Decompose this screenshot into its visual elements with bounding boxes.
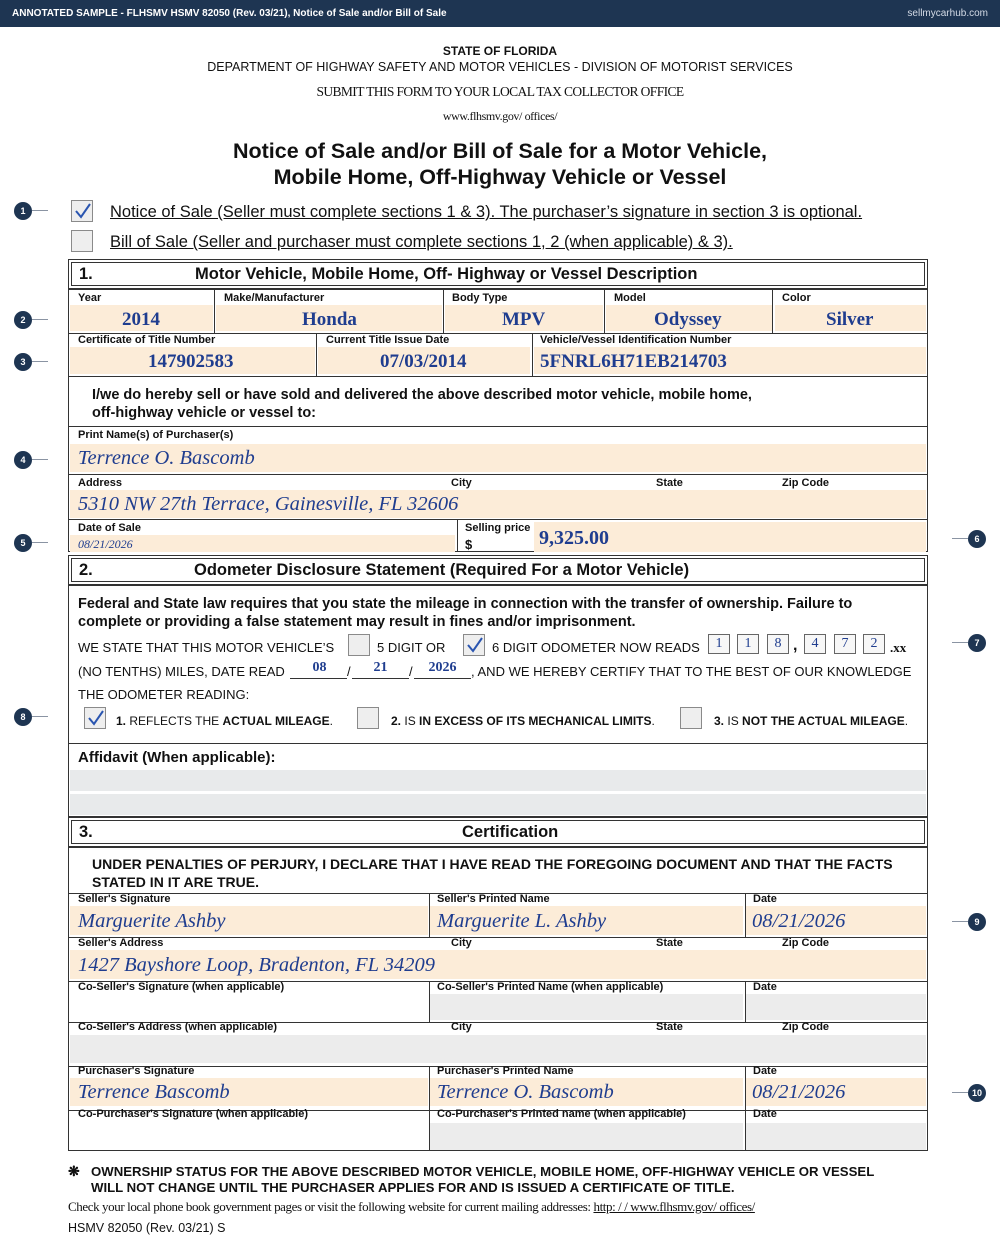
coseller-state-label: State — [656, 1021, 683, 1033]
notice-of-sale-checkbox[interactable] — [71, 200, 93, 222]
body-type-label: Body Type — [452, 292, 508, 304]
odometer-law-line2: complete or providing a false statement may result in fines and/or imprisonment. — [78, 614, 636, 630]
form-title-line1: Notice of Sale and/or Bill of Sale for a Motor Vehicle, — [232, 139, 768, 163]
purchaser-sig-label: Purchaser's Signature — [78, 1065, 195, 1077]
seller-address-value[interactable]: 1427 Bayshore Loop, Bradenton, FL 34209 — [78, 954, 436, 976]
purchaser-date-value[interactable]: 08/21/2026 — [752, 1081, 846, 1103]
annotation-marker-7: 7 — [968, 634, 986, 652]
perjury-line1: UNDER PENALTIES OF PERJURY, I DECLARE THAT I HAVE READ THE FOREGOING DOCUMENT AND THAT THE FACTS — [92, 856, 893, 872]
we-state-text: WE STATE THAT THIS MOTOR VEHICLE’S — [78, 640, 335, 655]
top-bar-site[interactable]: sellmycarhub.com — [907, 8, 988, 19]
date-of-sale-value[interactable]: 08/21/2026 — [78, 537, 133, 551]
date-of-sale-label: Date of Sale — [78, 522, 141, 534]
annotation-marker-1: 1 — [14, 202, 32, 220]
annotation-marker-8: 8 — [14, 708, 32, 726]
odometer-reading-text: THE ODOMETER READING: — [78, 687, 250, 702]
address-label: Address — [78, 477, 123, 489]
copurchaser-date-fill[interactable] — [746, 1123, 926, 1150]
model-label: Model — [614, 292, 646, 304]
bill-of-sale-label: Bill of Sale (Seller and purchaser must complete sections 1, 2 (when applicable) & 3). — [110, 233, 733, 251]
annotation-marker-2: 2 — [14, 311, 32, 329]
date-read-year[interactable]: 2026 — [428, 660, 457, 675]
checkmark-icon — [465, 635, 485, 655]
issue-date-label: Current Title Issue Date — [326, 334, 450, 346]
annotation-marker-10: 10 — [968, 1084, 986, 1102]
coseller-zip-label: Zip Code — [782, 1021, 830, 1033]
ownership-line1: OWNERSHIP STATUS FOR THE ABOVE DESCRIBED MOTOR VEHICLE, MOBILE HOME, OFF-HIGHWAY VEHICLE OR VESSEL — [91, 1164, 875, 1179]
vin-label: Vehicle/Vessel Identification Number — [540, 334, 732, 346]
title-number-label: Certificate of Title Number — [78, 334, 216, 346]
seller-city-label: City — [451, 937, 472, 949]
purchaser-name-value[interactable]: Terrence O. Bascomb — [437, 1081, 614, 1103]
purchaser-value[interactable]: Terrence O. Bascomb — [78, 447, 255, 469]
affidavit-label: Affidavit (When applicable): — [78, 749, 276, 766]
odometer-digit-4[interactable]: 4 — [804, 634, 826, 654]
seller-name-label: Seller's Printed Name — [437, 893, 550, 905]
ownership-line2: WILL NOT CHANGE UNTIL THE PURCHASER APPLIES FOR AND IS ISSUED A CERTIFICATE OF TITLE. — [91, 1180, 735, 1195]
top-bar — [0, 0, 1000, 27]
affidavit-line-1[interactable] — [70, 770, 926, 791]
year-label: Year — [78, 292, 102, 304]
color-value[interactable]: Silver — [826, 309, 874, 330]
excess-limits-checkbox[interactable] — [357, 707, 379, 729]
five-digit-label: 5 DIGIT OR — [377, 640, 446, 655]
section1-number: 1. — [79, 265, 93, 283]
coseller-name-fill[interactable] — [430, 994, 743, 1020]
annotation-marker-9: 9 — [968, 913, 986, 931]
perjury-line2: STATED IN IT ARE TRUE. — [92, 874, 259, 890]
odometer-digit-5[interactable]: 7 — [834, 634, 856, 654]
purchaser-label: Print Name(s) of Purchaser(s) — [78, 429, 234, 441]
odometer-law-line1: Federal and State law requires that you state the mileage in connection with the transfer of ownership. Failure to — [78, 596, 853, 612]
affidavit-line-2[interactable] — [70, 794, 926, 815]
checkmark-icon — [86, 708, 106, 728]
sale-statement-line2: off-highway vehicle or vessel to: — [92, 405, 316, 421]
address-zip-label: Zip Code — [782, 477, 830, 489]
section2-title: Odometer Disclosure Statement (Required For a Motor Vehicle) — [194, 561, 690, 579]
notice-of-sale-label: Notice of Sale (Seller must complete sections 1 & 3). The purchaser’s signature in section 3 is optional. — [110, 203, 863, 221]
coseller-name-label: Co-Seller's Printed Name (when applicable) — [437, 981, 664, 993]
annotation-marker-3: 3 — [14, 353, 32, 371]
five-digit-checkbox[interactable] — [348, 634, 370, 656]
dollar-sign: $ — [465, 537, 473, 552]
color-label: Color — [782, 292, 811, 304]
year-value[interactable]: 2014 — [122, 309, 160, 330]
make-value[interactable]: Honda — [302, 309, 357, 330]
not-actual-label: 3. IS NOT THE ACTUAL MILEAGE. — [714, 714, 909, 728]
title-number-value[interactable]: 147902583 — [148, 351, 234, 372]
date-read-month[interactable]: 08 — [312, 660, 327, 675]
star-icon: ❋ — [68, 1163, 80, 1179]
form-id: HSMV 82050 (Rev. 03/21) S — [68, 1221, 226, 1235]
checkmark-icon — [73, 201, 93, 221]
submit-instruction: SUBMIT THIS FORM TO YOUR LOCAL TAX COLLECTOR OFFICE — [316, 84, 684, 99]
not-actual-checkbox[interactable] — [680, 707, 702, 729]
address-state-label: State — [656, 477, 683, 489]
department-heading: DEPARTMENT OF HIGHWAY SAFETY AND MOTOR VEHICLES - DIVISION OF MOTORIST SERVICES — [207, 60, 793, 74]
odometer-law-text — [78, 595, 852, 631]
seller-date-value[interactable]: 08/21/2026 — [752, 910, 846, 932]
offices-link[interactable]: http: / / www.flhsmv.gov/ offices/ — [593, 1199, 755, 1214]
perjury-statement — [92, 855, 893, 891]
copurchaser-name-label: Co-Purchaser's Printed name (when applicable) — [437, 1108, 686, 1120]
bill-of-sale-checkbox[interactable] — [71, 230, 93, 252]
odometer-digit-1[interactable]: 1 — [708, 634, 730, 654]
issue-date-value[interactable]: 07/03/2014 — [380, 351, 467, 372]
header-website: www.flhsmv.gov/ offices/ — [442, 109, 558, 123]
purchaser-date-label: Date — [753, 1065, 777, 1077]
seller-state-label: State — [656, 937, 683, 949]
actual-mileage-checkbox[interactable] — [84, 707, 106, 729]
seller-zip-label: Zip Code — [782, 937, 830, 949]
no-tenths-text: (NO TENTHS) MILES, DATE READ — [78, 664, 285, 679]
coseller-address-label: Co-Seller's Address (when applicable) — [78, 1021, 278, 1033]
sale-statement — [92, 386, 752, 422]
excess-limits-label: 2. IS IN EXCESS OF ITS MECHANICAL LIMITS. — [391, 714, 655, 728]
annotation-marker-5: 5 — [14, 534, 32, 552]
section3-number: 3. — [79, 823, 93, 841]
certify-text: , AND WE HEREBY CERTIFY THAT TO THE BEST OF OUR KNOWLEDGE — [471, 664, 912, 679]
seller-date-label: Date — [753, 893, 777, 905]
date-read-slash1: / — [347, 664, 351, 679]
seller-sig-value[interactable]: Marguerite Ashby — [78, 910, 226, 932]
annotation-marker-6: 6 — [968, 530, 986, 548]
copurchaser-name-fill[interactable] — [430, 1123, 743, 1150]
form-title-line2: Mobile Home, Off-Highway Vehicle or Vessel — [273, 165, 727, 189]
copurchaser-date-label: Date — [753, 1108, 777, 1120]
selling-price-label: Selling price — [465, 522, 531, 534]
form-title — [0, 138, 1000, 190]
ownership-notice — [91, 1164, 874, 1196]
six-digit-checkbox[interactable] — [463, 634, 485, 656]
coseller-date-fill[interactable] — [746, 994, 926, 1020]
section2-number: 2. — [79, 561, 93, 579]
body-type-value[interactable]: MPV — [502, 309, 546, 330]
seller-sig-label: Seller's Signature — [78, 893, 171, 905]
date-read-day[interactable]: 21 — [373, 660, 388, 675]
address-city-label: City — [451, 477, 472, 489]
date-read-slash2: / — [409, 664, 413, 679]
model-value[interactable]: Odyssey — [654, 309, 722, 330]
seller-address-label: Seller's Address — [78, 937, 164, 949]
copurchaser-sig-label: Co-Purchaser's Signature (when applicable) — [78, 1108, 309, 1120]
odometer-tenths: .xx — [890, 640, 907, 655]
odometer-comma: , — [793, 637, 798, 654]
state-heading: STATE OF FLORIDA — [442, 44, 558, 58]
coseller-date-label: Date — [753, 981, 777, 993]
odometer-digit-2[interactable]: 1 — [737, 634, 759, 654]
odometer-digit-6[interactable]: 2 — [863, 634, 885, 654]
section1-title: Motor Vehicle, Mobile Home, Off- Highway or Vessel Description — [195, 265, 698, 283]
odometer-digit-3[interactable]: 8 — [767, 634, 789, 654]
section2-header — [68, 555, 928, 585]
selling-price-value[interactable]: 9,325.00 — [539, 527, 609, 549]
mailing-address-text: Check your local phone book government pages or visit the following website for current mailing addresses: — [68, 1199, 591, 1214]
section3-header — [68, 817, 928, 847]
mailing-address-note — [68, 1199, 755, 1215]
make-label: Make/Manufacturer — [224, 292, 325, 304]
section1-header — [68, 259, 928, 289]
purchaser-name-label: Purchaser's Printed Name — [437, 1065, 574, 1077]
actual-mileage-label: 1. REFLECTS THE ACTUAL MILEAGE. — [116, 714, 333, 728]
annotation-marker-4: 4 — [14, 451, 32, 469]
coseller-city-label: City — [451, 1021, 472, 1033]
seller-name-value[interactable]: Marguerite L. Ashby — [437, 910, 607, 932]
coseller-address-fill[interactable] — [70, 1035, 926, 1063]
address-value[interactable]: 5310 NW 27th Terrace, Gainesville, FL 32606 — [78, 493, 459, 515]
vin-value[interactable]: 5FNRL6H71EB214703 — [540, 351, 727, 372]
coseller-sig-label: Co-Seller's Signature (when applicable) — [78, 981, 285, 993]
sale-statement-line1: I/we do hereby sell or have sold and delivered the above described motor vehicle, mobile home, — [92, 387, 752, 403]
section3-title: Certification — [462, 823, 559, 841]
top-bar-title: ANNOTATED SAMPLE - FLHSMV HSMV 82050 (Rev. 03/21), Notice of Sale and/or Bill of Sale — [12, 8, 447, 19]
six-digit-label: 6 DIGIT ODOMETER NOW READS — [492, 640, 700, 655]
purchaser-sig-value[interactable]: Terrence Bascomb — [78, 1081, 230, 1103]
